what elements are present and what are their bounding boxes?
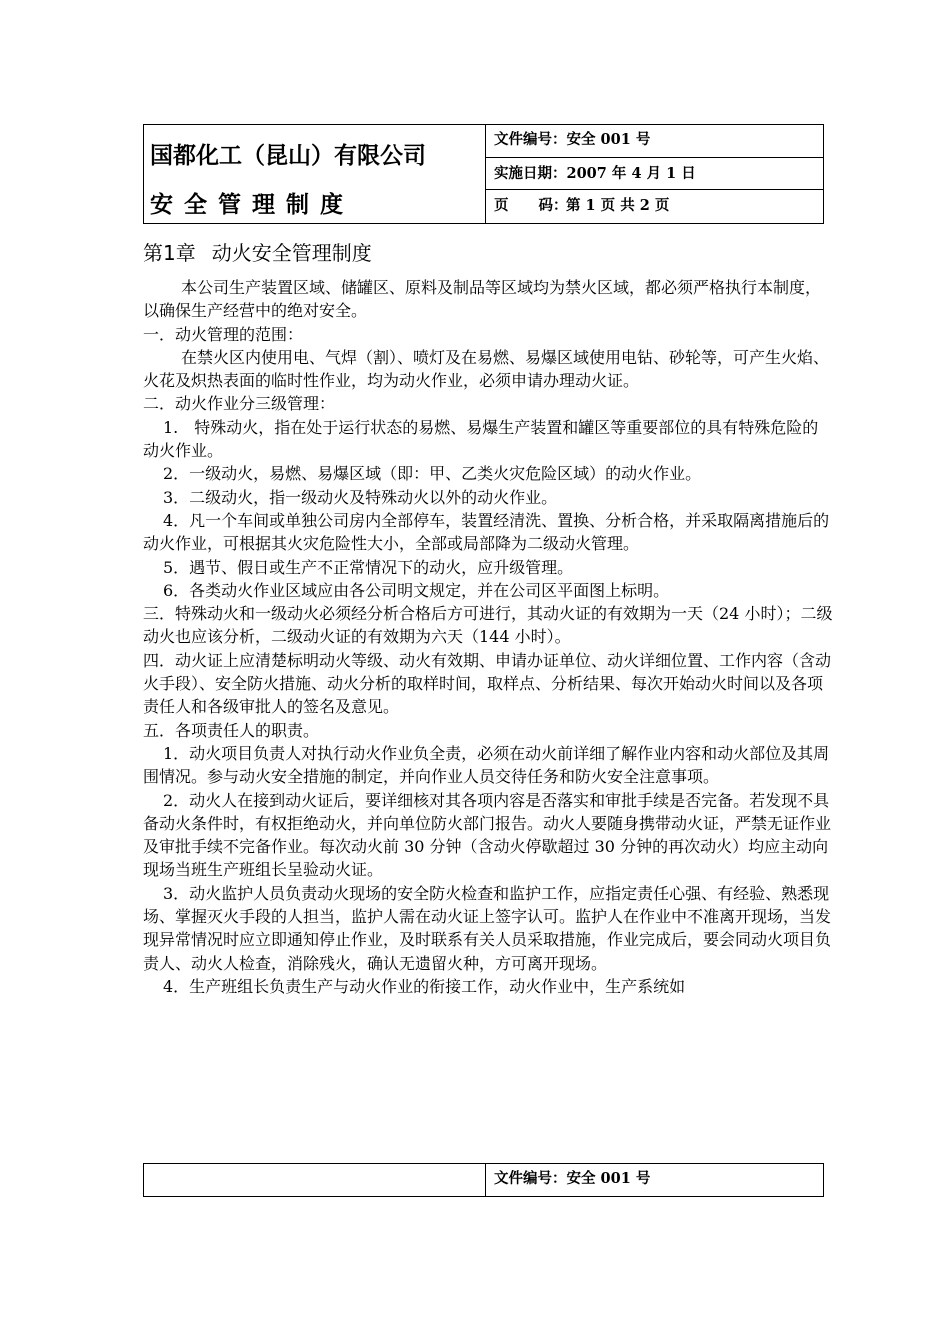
document-footer-table (143, 1163, 824, 1197)
list-item: 3．二级动火，指一级动火及特殊动火以外的动火作业。 (163, 487, 558, 507)
section-paragraph: 四．动火证上应清楚标明动火等级、动火有效期、申请办证单位、动火详细位置、工作内容（含动火手段）、安全防火措施、动火分析的取样时间，取样点、分析结果、每次开始动火时间以及各项责任人和各级审批人的签名及意见。 (143, 650, 832, 717)
header-left-cell (144, 125, 486, 223)
effective-date: 实施日期：2007 年 4 月 1 日 (486, 158, 823, 190)
page-value: 第 1 页 共 2 页 (566, 197, 670, 214)
list-item: 2．动火人在接到动火证后，要详细核对其各项内容是否落实和审批手续是否完备。若发现不具备动火条件时，有权拒绝动火，并向单位防火部门报告。动火人要随身携带动火证，严禁无证作业及审批手续不完备作业。每次动火前 30 分钟（含动火停歇超过 30 分钟的再次动火）均应主动向现场当班生产班组长呈验动火证。 (143, 790, 832, 880)
section-heading: 二．动火作业分三级管理： (143, 394, 336, 414)
list-item: 4．生产班组长负责生产与动火作业的衔接工作，动火作业中，生产系统如 (163, 976, 686, 996)
page-info (486, 190, 823, 223)
chapter-heading (143, 237, 372, 266)
section-heading: 一．动火管理的范围： (143, 324, 304, 344)
list-item: 4．凡一个车间或单独公司房内全部停车，装置经清洗、置换、分析合格，并采取隔离措施后的动火作业，可根据其火灾危险性大小，全部或局部降为二级动火管理。 (143, 510, 830, 554)
header-right-cell (486, 125, 823, 223)
list-item: 6．各类动火作业区域应由各公司明文规定，并在公司区平面图上标明。 (163, 580, 670, 600)
footer-left-cell (144, 1164, 486, 1196)
paragraph: 本公司生产装置区域、储罐区、原料及制品等区域均为禁火区域，都必须严格执行本制度，以确保生产经营中的绝对安全。 (143, 278, 822, 321)
page-label (494, 190, 566, 221)
chapter-number: 第1章 (143, 241, 196, 265)
document-title: 安全管理制度 (150, 191, 354, 218)
list-item: 1. 特殊动火，指在处于运行状态的易燃、易爆生产装置和罐区等重要部位的具有特殊危险的动火作业。 (143, 417, 819, 461)
section-paragraph: 三．特殊动火和一级动火必须经分析合格后方可进行，其动火证的有效期为一天（24 小时）；二级动火也应该分析，二级动火证的有效期为六天（144 小时）。 (143, 604, 833, 647)
footer-doc-number: 文件编号：安全 001 号 (494, 1170, 651, 1187)
paragraph: 在禁火区内使用电、气焊（割）、喷灯及在易燃、易爆区域使用电钻、砂轮等，可产生火焰、火花及炽热表面的临时性作业，均为动火作业，必须申请办理动火证。 (143, 347, 830, 391)
page-label-b: 码： (538, 197, 568, 214)
chapter-title: 动火安全管理制度 (211, 241, 372, 265)
list-item: 5．遇节、假日或生产不正常情况下的动火，应升级管理。 (163, 557, 574, 577)
list-item: 3．动火监护人员负责动火现场的安全防火检查和监护工作，应指定责任心强、有经验、熟悉现场、掌握灭火手段的人担当，监护人需在动火证上签字认可。监护人在作业中不准离开现场，当发现异常情况时应立即通知停止作业，及时联系有关人员采取措施，作业完成后，要会同动火项目负责人、动火人检查，消除残火，确认无遗留火种，方可离开现场。 (143, 883, 832, 973)
list-item: 2．一级动火，易燃、易爆区域（即：甲、乙类火灾危险区域）的动火作业。 (163, 464, 702, 484)
section-heading: 五．各项责任人的职责。 (143, 720, 320, 740)
list-item: 1．动火项目负责人对执行动火作业负全责，必须在动火前详细了解作业内容和动火部位及其周围情况。参与动火安全措施的制定，并向作业人员交待任务和防火安全注意事项。 (143, 743, 830, 787)
doc-number: 文件编号：安全 001 号 (486, 125, 823, 158)
document-body (143, 276, 833, 998)
document-header-table (143, 124, 824, 224)
page-label-a: 页 (494, 197, 509, 214)
company-name: 国都化工（昆山）有限公司 (150, 142, 426, 169)
